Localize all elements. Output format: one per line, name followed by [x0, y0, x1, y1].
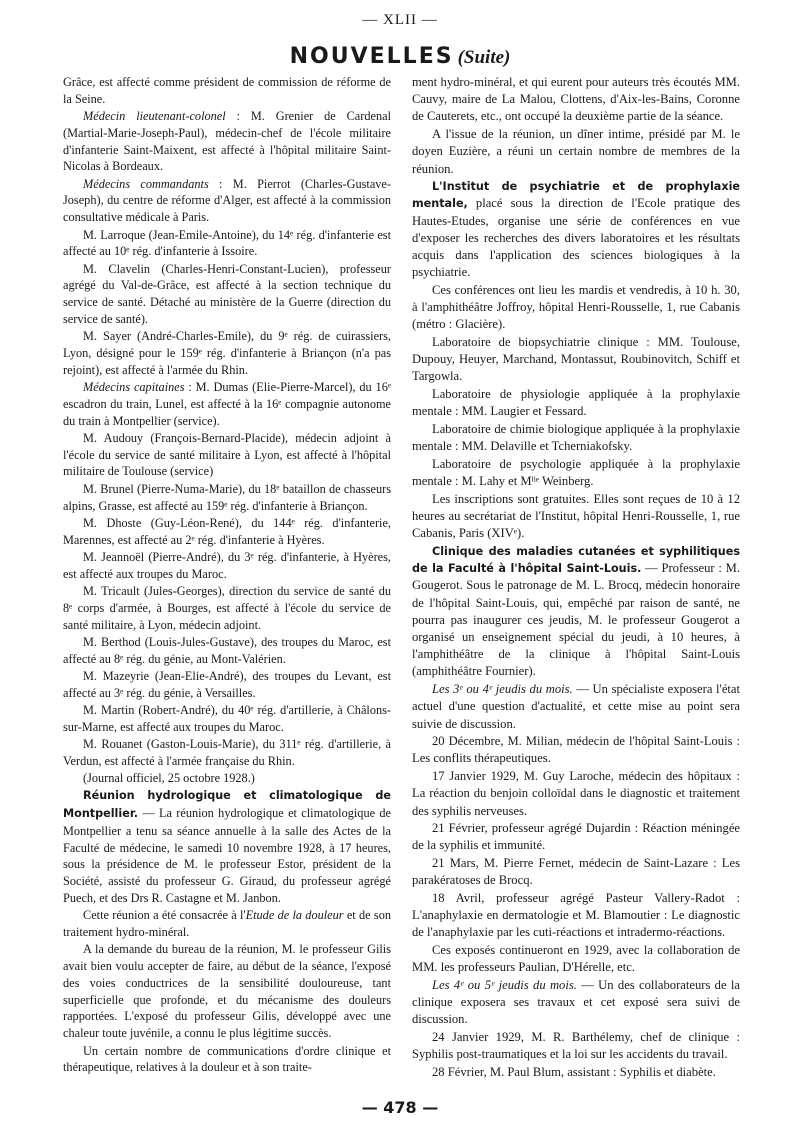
paragraph-text: M. Rouanet (Gaston-Louis-Marie), du 311ᵉ rég. d'artillerie, à Verdun, est affecté à l'armée française du Rhin. [63, 736, 391, 768]
paragraph [412, 178, 740, 281]
paragraph [63, 379, 391, 429]
paragraph-text: M. Martin (Robert-André), du 40ᵉ rég. d'artillerie, à Châlons-sur-Marne, est affecté aux troupes du Maroc. [63, 702, 391, 734]
paragraph-emphasis: Etude de la douleur [245, 908, 344, 923]
paragraph [412, 456, 740, 490]
paragraph-text: Ces conférences ont lieu les mardis et vendredis, à 10 h. 30, à l'amphithéâtre Joffroy, hôpital Henri-Rousselle, 1, rue Cabanis (métro : Glacière). [412, 282, 740, 332]
paragraph-heading: Clinique des maladies cutanées et syphilitiques de la Faculté à l'hôpital Saint-Louis. [412, 544, 740, 576]
paragraph-text: (Journal officiel, 25 octobre 1928.) [83, 771, 255, 786]
paragraph-text: Un certain nombre de communications d'ordre clinique et thérapeutique, relatives à la douleur et à son traite- [63, 1043, 391, 1075]
paragraph-text: M. Tricault (Jules-Georges), direction du service de santé du 8ᵉ corps d'armée, à Bourges, est affecté à l'école du service de santé militaire, à Lyon, médecin adjoint. [63, 583, 391, 632]
paragraph [412, 977, 740, 1029]
paragraph [63, 227, 391, 261]
paragraph-text: 21 Février, professeur agrégé Dujardin : Réaction méningée de la syphilis et immunité. [412, 821, 740, 853]
paragraph-text: 21 Mars, M. Pierre Fernet, médecin de Saint-Lazare : Les parakératoses de Brocq. [412, 856, 740, 888]
paragraph [63, 108, 391, 175]
right-column [412, 74, 740, 1081]
paragraph [412, 74, 740, 126]
paragraph-text: — Un des collaborateurs de la clinique exposera ses travaux et cet exposé sera suivi de discussion. [412, 978, 740, 1027]
paragraph-text: M. Brunel (Pierre-Numa-Marie), du 18ᵉ bataillon de chasseurs alpins, Grasse, est affecté au 159ᵉ rég. d'infanterie à Briançon. [63, 481, 391, 513]
paragraph-text: Laboratoire de psychologie appliquée à la prophylaxie mentale : M. Lahy et Mˡˡᵉ Weinberg. [412, 456, 740, 489]
paragraph-text: : M. Grenier de Cardenal (Martial-Marie-Joseph-Paul), médecin-chef de l'école militaire d'infanterie Saint-Maixent, est affecté à l'hôpital militaire Saint-Nicolas à Bordeaux. [63, 109, 391, 174]
paragraph-text: — Un spécialiste exposera l'état actuel d'une question d'actualité, et cette mise au point sera suivie de discussion. [412, 682, 740, 731]
roman-page-number: — XLII — [362, 12, 438, 28]
paragraph-text: Laboratoire de physiologie appliquée à la prophylaxie mentale : MM. Laugier et Fessard. [412, 387, 740, 419]
paragraph [63, 74, 391, 108]
paragraph [412, 733, 740, 767]
paragraph [63, 907, 391, 941]
paragraph-text: M. Sayer (André-Charles-Emile), du 9ᵉ rég. de cuirassiers, Lyon, désigné pour le 159ᵉ rég. d'infanterie à Briançon (n'a pas rejoint), est affecté à l'armée du Rhin. [63, 329, 391, 377]
paragraph [412, 1064, 740, 1081]
paragraph [63, 634, 391, 668]
paragraph [63, 668, 391, 702]
paragraph-heading: Réunion hydrologique et climatologique de Montpellier. [63, 789, 391, 821]
paragraph-label: Les 3ᵉ ou 4ᵉ jeudis du mois. [432, 682, 573, 697]
paragraph [412, 282, 740, 334]
paragraph [412, 1029, 740, 1063]
paragraph-text-tail: et de son traitement hydro-minéral. [63, 908, 391, 940]
paragraph-text: 24 Janvier 1929, M. R. Barthélemy, chef de clinique : Syphilis post-traumatiques et la loi sur les accidents du travail. [412, 1030, 740, 1062]
paragraph [63, 328, 391, 378]
paragraph-text: A l'issue de la réunion, un dîner intime, présidé par M. le doyen Euzière, a réuni un certain nombre de membres de la réunion. [412, 127, 740, 176]
paragraph-heading: L'Institut de psychiatrie et de prophylaxie mentale, [412, 180, 740, 211]
paragraph-text: : M. Pierrot (Charles-Gustave-Joseph), du centre de réforme d'Alger, est affecté à la commission consultative médicale à Paris. [63, 176, 391, 225]
paragraph [63, 430, 391, 480]
paragraph-text: 20 Décembre, M. Milian, médecin de l'hôpital Saint-Louis : Les conflits thérapeutiques. [412, 734, 740, 766]
paragraph-text: 28 Février, M. Paul Blum, assistant : Syphilis et diabète. [432, 1065, 716, 1080]
paragraph [63, 770, 391, 787]
paragraph [63, 481, 391, 515]
paragraph [63, 549, 391, 583]
paragraph [412, 942, 740, 976]
paragraph-label: Médecins commandants [83, 176, 209, 191]
paragraph-text: Cette réunion a été consacrée à l' [83, 908, 246, 923]
paragraph [63, 515, 391, 549]
section-heading [0, 44, 800, 69]
paragraph [412, 543, 740, 681]
paragraph-text: M. Audouy (François-Bernard-Placide), médecin adjoint à l'école du service de santé militaire à Lyon, est affecté à l'hôpital militaire de Toulouse (service) [63, 430, 391, 479]
paragraph-text: 17 Janvier 1929, M. Guy Laroche, médecin des hôpitaux : La réaction du benjoin colloïdal dans le diagnostic et traitement des syphilis nerveuses. [412, 769, 740, 818]
paragraph [63, 787, 391, 906]
paragraph-text: M. Mazeyrie (Jean-Elie-André), des troupes du Levant, est affecté au 3ᵉ rég. du génie, à Versailles. [63, 668, 391, 700]
paragraph-text: : M. Dumas (Elie-Pierre-Marcel), du 16ᵉ escadron du train, Lunel, est affecté à la 16ᵉ compagnie autonome du train à Montpellier (service). [63, 380, 391, 428]
paragraph [412, 126, 740, 178]
page-folio: — 478 — [361, 1098, 439, 1117]
paragraph [63, 176, 391, 226]
section-title: NOUVELLES [289, 44, 454, 69]
paragraph-text: Laboratoire de chimie biologique appliquée à la prophylaxie mentale : MM. Delaville et Tcherniakofsky. [412, 422, 740, 454]
paragraph [63, 261, 391, 328]
paragraph [63, 702, 391, 736]
paragraph [63, 1043, 391, 1077]
paragraph [412, 768, 740, 820]
paragraph-label: Les 4ᵉ ou 5ᵉ jeudis du mois. [432, 978, 577, 993]
paragraph-text: Grâce, est affecté comme président de commission de réforme de la Seine. [63, 75, 391, 106]
paragraph [412, 334, 740, 386]
paragraph-text: ment hydro-minéral, et qui eurent pour auteurs très écoutés MM. Cauvy, maire de La Malou, Clottens, d'Aix-les-Bains, Coronne de Cauterets, etc., ont occupé la deuxième partie de la séance. [412, 75, 740, 124]
paragraph [412, 681, 740, 733]
left-column [63, 74, 391, 1076]
paragraph [412, 386, 740, 420]
paragraph-label: Médecins capitaines [83, 380, 185, 395]
paragraph-label: Médecin lieutenant-colonel [83, 109, 226, 124]
paragraph-text: M. Jeannoël (Pierre-André), du 3ᵉ rég. d'infanterie, à Hyères, est affecté aux troupes du Maroc. [63, 549, 391, 581]
paragraph-text: Les inscriptions sont gratuites. Elles sont reçues de 10 à 12 heures au secrétariat de l'Institut, hôpital Henri-Rousselle, 1, rue Cabanis, Paris (XIVᵉ). [412, 491, 740, 541]
paragraph-text: — La réunion hydrologique et climatologique de Montpellier a tenu sa séance annuelle à la salle des Actes de la Faculté de médecine, le samedi 10 novembre 1928, à 17 heures, sous la présidence de M. le professeur Estor, président de la Société, assisté du professeur G. Giraud, du professeur agrégé Puech, et des Drs R. Castagne et M. Janbon. [63, 806, 391, 905]
paragraph [63, 941, 391, 1042]
paragraph [412, 421, 740, 455]
paragraph-text: 18 Avril, professeur agrégé Pasteur Vallery-Radot : L'anaphylaxie en dermatologie et M. Blamoutier : Le diagnostic de l'anaphylaxie par les cuti-réactions et intradermo-réactions. [412, 891, 740, 940]
paragraph-text: M. Larroque (Jean-Emile-Antoine), du 14ᵉ rég. d'infanterie est affecté au 10ᵉ rég. d'infanterie à Issoire. [63, 227, 391, 259]
paragraph [412, 890, 740, 942]
paragraph-text: Laboratoire de biopsychiatrie clinique : MM. Toulouse, Dupouy, Heuyer, Marchand, Montassut, Roubinovitch, Schiff et Targowla. [412, 335, 740, 384]
paragraph-text: Ces exposés continueront en 1929, avec la collaboration de MM. les professeurs Paulian, D'Hérelle, etc. [412, 943, 740, 975]
paragraph-text: M. Clavelin (Charles-Henri-Constant-Lucien), professeur agrégé du Val-de-Grâce, est affecté à la section technique du service de santé. Détaché au ministère de la Guerre (direction du service de santé). [63, 261, 391, 326]
paragraph [412, 820, 740, 854]
paragraph-text: M. Dhoste (Guy-Léon-René), du 144ᵉ rég. d'infanterie, Marennes, est affecté au 2ᵉ rég. d'infanterie à Hyères. [63, 515, 391, 547]
paragraph [412, 855, 740, 889]
section-suite: (Suite) [457, 47, 511, 68]
paragraph-text: — Professeur : M. Gougerot. Sous le patronage de M. L. Brocq, médecin honoraire de l'hôpital Saint-Louis, qui, empêché par raison de santé, ne pourra pas inaugurer ces jeudis, M. le professeur Gougerot a organisé un enseignement spécial du jeudi, à 10 heures, à l'amphithéâtre de la clinique à l'hôpital Saint-Louis (amphithéâtre Fournier). [412, 561, 740, 679]
paragraph [63, 736, 391, 770]
paragraph [63, 583, 391, 633]
paragraph [412, 491, 740, 543]
paragraph-text: A la demande du bureau de la réunion, M. le professeur Gilis avait bien voulu accepter de faire, au début de la séance, l'exposé des voies conductrices de la sensibilité douloureuse, tant superficielle que profonde, et du mécanisme des douleurs rapportées. L'exposé du professeur Gilis, développé avec une chaleur toute juvénile, a connu le plus légitime succès. [63, 942, 391, 1041]
paragraph-text: placé sous la direction de l'Ecole pratique des Hautes-Etudes, organise une série de conférences en vue d'exposer les recherches des divers laboratoires et les résultats acquis dans l'application des sciences biologiques à la psychiatrie. [412, 196, 740, 280]
paragraph-text: M. Berthod (Louis-Jules-Gustave), des troupes du Maroc, est affecté au 8ᵉ rég. du génie, au Mont-Valérien. [63, 634, 391, 666]
